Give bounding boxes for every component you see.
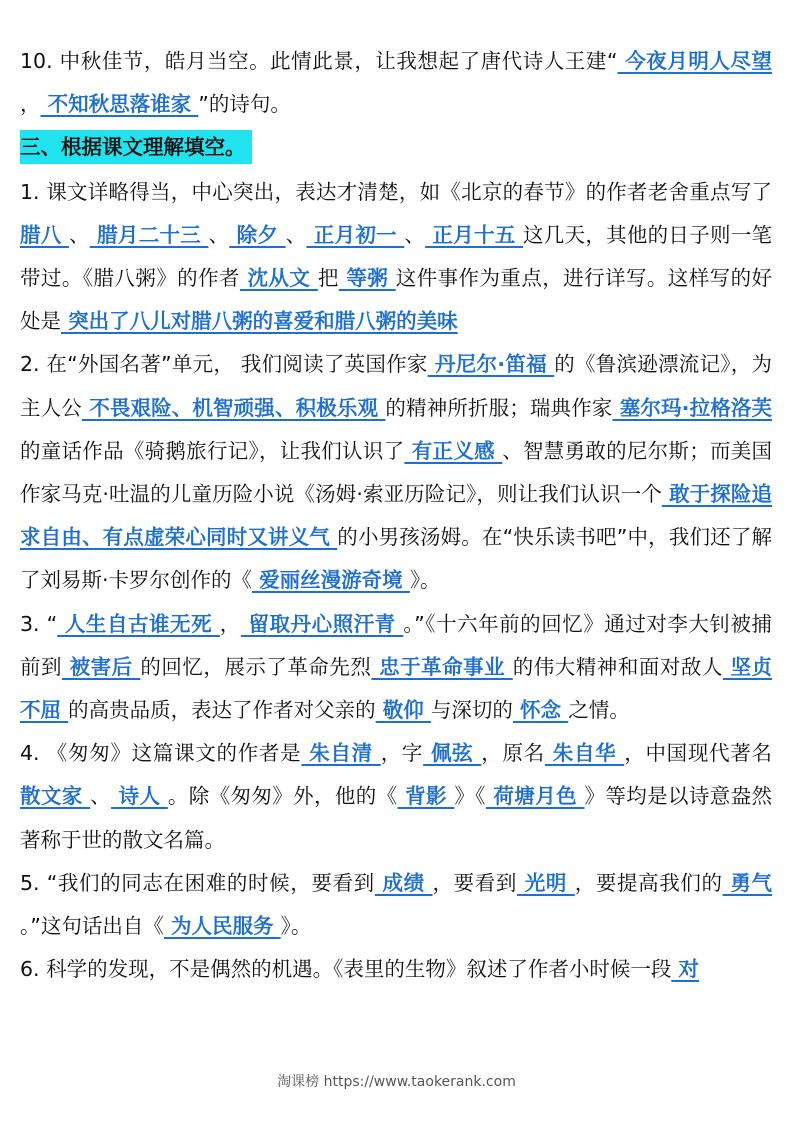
text: 、 — [68, 222, 90, 247]
text: ， — [20, 92, 41, 117]
answer-blank: 敬仰 — [375, 698, 431, 723]
answer-blank: 朱自华 — [544, 741, 625, 766]
text: 6. 科学的发现，不是偶然的机遇。《表里的生物》叙述了作者小时候一段 — [20, 957, 672, 982]
question-3 — [20, 603, 772, 733]
text: ，字 — [380, 741, 424, 766]
text: ， — [219, 611, 241, 636]
answer-blank: 正月初一 — [306, 222, 405, 247]
text: ，中国现代著名 — [624, 741, 773, 766]
text: 、 — [404, 222, 426, 247]
text: 2. 在“外国名著”单元， 我们阅读了英国作家 — [20, 352, 428, 377]
text: 4. 《匆匆》这篇课文的作者是 — [20, 741, 302, 766]
answer-blank: 沈从文 — [239, 266, 318, 291]
answer-blank: 为人民服务 — [163, 914, 281, 939]
text: ”的诗句。 — [198, 92, 291, 117]
text: 的伟大精神和面对敌人 — [512, 654, 723, 679]
answer-blank: 丹尼尔·笛福 — [427, 352, 555, 377]
answer-blank: 朱自清 — [301, 741, 381, 766]
text: 》。 — [280, 914, 312, 939]
answer-blank: 突出了八儿对腊八粥的喜爱和腊八粥的美味 — [61, 309, 458, 334]
text: 的精神所折服；瑞典作家 — [385, 395, 613, 420]
text: 10. 中秋佳节，皓月当空。此情此景，让我想起了唐代诗人王建“ — [20, 49, 618, 73]
text: 、 — [285, 222, 307, 247]
text: 3. “ — [20, 611, 58, 636]
answer-blank: 光明 — [517, 870, 575, 895]
text: 的《鲁滨逊漂流记》，为主人公 — [20, 352, 773, 420]
text: ，要看到 — [432, 870, 517, 895]
question-5 — [20, 862, 772, 948]
text: 把 — [317, 266, 339, 291]
text: 1. 课文详略得当，中心突出，表达才清楚，如《北京的春节》的作者老舍重点写了 — [20, 179, 772, 204]
section-heading: 三、根据课文理解填空。 — [20, 130, 252, 164]
answer-blank: 勇气 — [722, 870, 773, 895]
answer-blank: 不畏艰险、机智顽强、积极乐观 — [81, 395, 386, 420]
text: 这几天，其他的日子则一笔带过。《腊八粥》的作者 — [20, 222, 773, 291]
text: 之情。 — [568, 698, 630, 723]
answer-blank: 留取丹心照汗青 — [240, 611, 404, 636]
text: 5. “我们的同志在困难的时候，要看到 — [20, 870, 375, 895]
question-1 — [20, 171, 772, 344]
text: 》等均是以诗意盎然著称于世的散文名篇。 — [20, 784, 773, 852]
text: 。”这句话出自《 — [20, 914, 164, 939]
text: 的回忆，展示了革命先烈 — [140, 654, 372, 679]
answer-blank: 对 — [671, 957, 699, 982]
text: 、 — [90, 784, 112, 809]
text: 的小男孩汤姆。在“快乐读书吧”中，我们还了解了刘易斯·卡罗尔创作的《 — [20, 525, 772, 593]
text: 的高贵品质，表达了作者对父亲的 — [68, 698, 376, 723]
answer-blank: 怀念 — [512, 698, 569, 723]
text: 、智慧勇敢的尼尔斯；而美国作家马克·吐温的儿童历险小说《汤姆·索亚历险记》，则让我们认识一个 — [20, 438, 772, 507]
answer-blank: 佩弦 — [423, 741, 482, 766]
answer-blank: 成绩 — [374, 870, 433, 895]
answer-blank: 塞尔玛·拉格洛芙 — [612, 395, 772, 420]
text: 的童话作品《骑鹅旅行记》，让我们认识了 — [20, 438, 405, 463]
footer-watermark: 淘课榜 https://www.taokerank.com — [277, 1074, 516, 1090]
question-4 — [20, 732, 772, 862]
answer-blank: 敢于探险追求自由、有点虚荣心同时又讲义气 — [20, 482, 773, 550]
answer-blank: 荷塘月色 — [485, 784, 585, 809]
answer-blank: 被害后 — [62, 654, 141, 679]
answer-blank: 今夜月明人尽望 — [617, 49, 772, 73]
question-10 — [20, 40, 772, 126]
answer-blank: 有正义感 — [404, 438, 503, 463]
answer-blank: 正月十五 — [425, 222, 524, 247]
text: 》。 — [409, 568, 441, 593]
answer-blank: 散文家 — [20, 784, 91, 809]
answer-blank: 背影 — [397, 784, 455, 809]
text: 与深切的 — [430, 698, 513, 723]
content-area — [20, 40, 772, 991]
answer-blank: 坚贞不屈 — [20, 654, 773, 723]
text: 。除《匆匆》外，他的《 — [167, 784, 398, 809]
text: 这件事作为重点，进行详写。这样写的好处是 — [20, 266, 773, 334]
answer-blank: 爱丽丝漫游奇境 — [252, 568, 410, 593]
answer-blank: 忠于革命事业 — [371, 654, 513, 679]
answer-blank: 人生自古谁无死 — [57, 611, 220, 636]
text: 。”《十六年前的回忆》通过对李大钊被捕前到 — [20, 611, 773, 679]
section-heading-line — [20, 126, 772, 170]
answer-blank: 诗人 — [111, 784, 168, 809]
answer-blank: 腊八 — [20, 222, 69, 247]
text: 》《 — [454, 784, 486, 809]
answer-blank: 等粥 — [338, 266, 396, 291]
answer-blank: 腊月二十三 — [89, 222, 209, 247]
answer-blank: 除夕 — [229, 222, 286, 247]
text: ，要提高我们的 — [574, 870, 723, 895]
question-2 — [20, 343, 772, 602]
answer-blank: 不知秋思落谁家 — [40, 92, 199, 117]
text: ，原名 — [481, 741, 545, 766]
question-6 — [20, 948, 772, 991]
text: 、 — [208, 222, 230, 247]
